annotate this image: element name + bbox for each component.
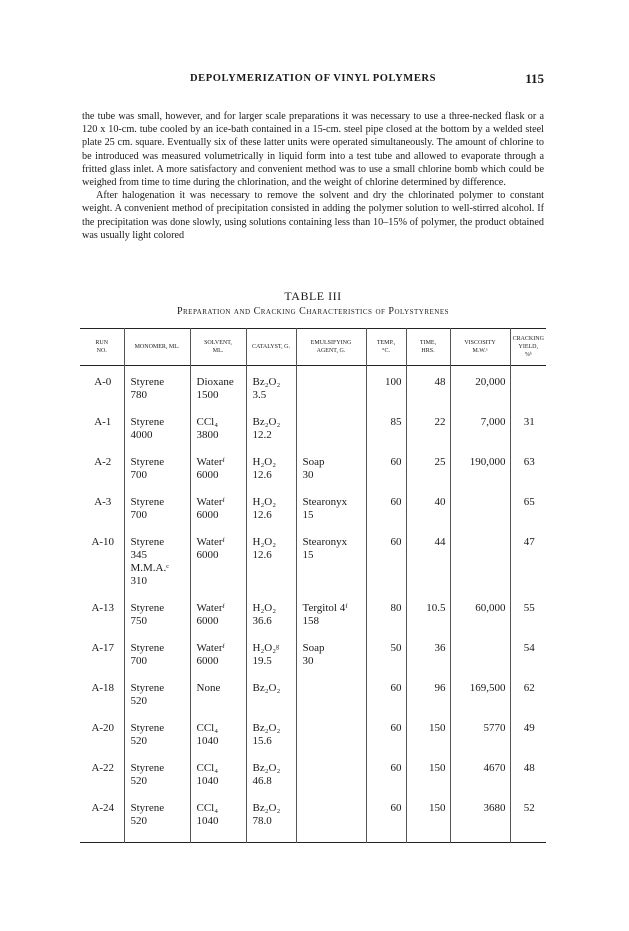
cell-line: H₂O₂ xyxy=(252,602,277,614)
cell-line: Styrene xyxy=(130,456,165,468)
cell-line: 15.6 xyxy=(252,735,272,747)
cell-emulsifying xyxy=(296,802,366,843)
cell-line: 780 xyxy=(130,389,147,401)
header-text: EMULSIFYING xyxy=(310,340,352,346)
table-caption: Preparation and Cracking Characteristics of Polystyrenes xyxy=(176,306,450,317)
cell-monomer xyxy=(124,496,190,536)
cell-run: A-0 xyxy=(94,376,112,388)
table-row xyxy=(80,366,546,417)
cell-line: Soap xyxy=(302,642,325,654)
cell-solvent xyxy=(190,456,246,496)
cell-solvent xyxy=(190,722,246,762)
cell-line: 158 xyxy=(302,615,319,627)
table-number: TABLE III xyxy=(284,289,342,303)
table-row xyxy=(80,642,546,682)
header-text: VISCOSITY xyxy=(464,340,496,346)
col-header-monomer xyxy=(124,329,190,366)
cell-viscosity xyxy=(450,642,510,682)
cell-line: H₂O₂ xyxy=(252,536,277,548)
cell-line: Bz₂O₂ xyxy=(252,376,281,388)
cell-line: Waterᶠ xyxy=(196,496,225,508)
cell-monomer xyxy=(124,456,190,496)
cell-viscosity: 5770 xyxy=(450,722,510,762)
cell-run: A-22 xyxy=(91,762,115,774)
cell-temp: 80 xyxy=(366,602,406,642)
cell-line: Soap xyxy=(302,456,325,468)
cell-catalyst xyxy=(246,762,296,802)
table-row xyxy=(80,802,546,843)
cell-line: Waterᶠ xyxy=(196,536,225,548)
table-header-row xyxy=(80,329,546,366)
cell-temp: 60 xyxy=(366,682,406,722)
cell-viscosity: 4670 xyxy=(450,762,510,802)
cell-line: Stearonyx xyxy=(302,496,348,508)
cell-line: Styrene xyxy=(130,722,165,734)
cell-line: 310 xyxy=(130,575,147,587)
cell-line: Styrene xyxy=(130,802,165,814)
cell-emulsifying xyxy=(296,456,366,496)
cell-line: 6000 xyxy=(196,615,219,627)
cell-monomer xyxy=(124,536,190,602)
cell-emulsifying xyxy=(296,366,366,417)
header-text: %ᵇ xyxy=(524,352,532,358)
cell-line: 3.5 xyxy=(252,389,267,401)
cell-line: 750 xyxy=(130,615,147,627)
header-text: SOLVENT, xyxy=(204,340,232,346)
cell-emulsifying xyxy=(296,536,366,602)
header-text: MONOMER, ML. xyxy=(134,344,180,350)
header-text: ML. xyxy=(212,348,224,354)
cell-line: 1040 xyxy=(196,735,219,747)
cell-line: Styrene xyxy=(130,416,165,428)
header-text: RUN xyxy=(95,340,109,346)
col-header-temp xyxy=(366,329,406,366)
cell-catalyst xyxy=(246,722,296,762)
col-header-viscosity xyxy=(450,329,510,366)
cell-line: 1040 xyxy=(196,815,219,827)
cell-catalyst xyxy=(246,642,296,682)
cell-yield: 47 xyxy=(510,536,546,602)
cell-line: 15 xyxy=(302,509,314,521)
cell-viscosity: 3680 xyxy=(450,802,510,843)
cell-run: A-2 xyxy=(94,456,112,468)
cell-temp: 60 xyxy=(366,536,406,602)
cell-monomer xyxy=(124,366,190,417)
table-row xyxy=(80,762,546,802)
cell-catalyst xyxy=(246,416,296,456)
cell-line: Dioxane xyxy=(196,376,234,388)
cell-line: H₂O₂ xyxy=(252,496,277,508)
header-text: °C. xyxy=(382,348,390,354)
cell-run: A-1 xyxy=(94,416,112,428)
cell-yield: 54 xyxy=(510,642,546,682)
cell-time: 48 xyxy=(406,366,450,417)
cell-yield: 31 xyxy=(510,416,546,456)
header-text: AGENT, G. xyxy=(316,348,346,354)
cell-line: 36.6 xyxy=(252,615,272,627)
cell-line: 4000 xyxy=(130,429,153,441)
cell-emulsifying xyxy=(296,682,366,722)
cell-viscosity: 7,000 xyxy=(450,416,510,456)
cell-catalyst xyxy=(246,496,296,536)
header-text: NO. xyxy=(96,348,107,354)
cell-line: 12.6 xyxy=(252,509,272,521)
cell-line: 520 xyxy=(130,695,147,707)
cell-solvent xyxy=(190,496,246,536)
cell-line: Bz₂O₂ xyxy=(252,802,281,814)
cell-line: Styrene xyxy=(130,376,165,388)
cell-temp: 100 xyxy=(366,366,406,417)
cell-line: 345 xyxy=(130,549,147,561)
cell-line: 700 xyxy=(130,509,147,521)
cell-line: CCl₄ xyxy=(196,762,219,774)
cell-line: 30 xyxy=(302,469,314,481)
header-text: CATALYST, G. xyxy=(252,344,290,350)
cell-line: None xyxy=(196,682,221,694)
col-header-yield xyxy=(510,329,546,366)
cell-time: 150 xyxy=(406,762,450,802)
cell-line: CCl₄ xyxy=(196,722,219,734)
cell-emulsifying xyxy=(296,762,366,802)
cell-time: 44 xyxy=(406,536,450,602)
cell-temp: 60 xyxy=(366,762,406,802)
cell-line: 12.6 xyxy=(252,469,272,481)
cell-viscosity: 60,000 xyxy=(450,602,510,642)
cell-monomer xyxy=(124,722,190,762)
cell-yield: 55 xyxy=(510,602,546,642)
cell-solvent xyxy=(190,762,246,802)
cell-time: 150 xyxy=(406,722,450,762)
body-text xyxy=(82,110,544,242)
cell-run: A-13 xyxy=(91,602,115,614)
cell-viscosity xyxy=(450,536,510,602)
cell-line: 19.5 xyxy=(252,655,272,667)
cell-line: 46.8 xyxy=(252,775,272,787)
cell-line: 3800 xyxy=(196,429,219,441)
cell-emulsifying xyxy=(296,416,366,456)
cell-line: 78.0 xyxy=(252,815,272,827)
cell-monomer xyxy=(124,602,190,642)
cell-temp: 60 xyxy=(366,802,406,843)
cell-line: 1040 xyxy=(196,775,219,787)
cell-solvent xyxy=(190,416,246,456)
header-text: TEMP., xyxy=(376,340,396,346)
cell-line: Styrene xyxy=(130,536,165,548)
cell-line: Styrene xyxy=(130,682,165,694)
cell-line: 1500 xyxy=(196,389,219,401)
col-header-solvent xyxy=(190,329,246,366)
cell-viscosity xyxy=(450,496,510,536)
table-row xyxy=(80,682,546,722)
cell-line: 15 xyxy=(302,549,314,561)
cell-time: 40 xyxy=(406,496,450,536)
cell-run: A-18 xyxy=(91,682,115,694)
cell-monomer xyxy=(124,762,190,802)
data-table xyxy=(80,328,546,843)
cell-line: 700 xyxy=(130,655,147,667)
cell-emulsifying xyxy=(296,602,366,642)
table-row xyxy=(80,722,546,762)
cell-solvent xyxy=(190,642,246,682)
table-row xyxy=(80,416,546,456)
cell-line: Bz₂O₂ xyxy=(252,722,281,734)
cell-solvent xyxy=(190,366,246,417)
cell-line: Waterᶠ xyxy=(196,642,225,654)
cell-viscosity: 169,500 xyxy=(450,682,510,722)
cell-monomer xyxy=(124,642,190,682)
cell-run: A-24 xyxy=(91,802,115,814)
cell-line: Tergitol 4ᶠ xyxy=(302,602,348,614)
cell-line: H₂O₂ᵍ xyxy=(252,642,280,654)
cell-line: 6000 xyxy=(196,655,219,667)
cell-yield: 65 xyxy=(510,496,546,536)
header-text: TIME, xyxy=(419,340,437,346)
cell-monomer xyxy=(124,416,190,456)
cell-yield: 63 xyxy=(510,456,546,496)
cell-temp: 60 xyxy=(366,456,406,496)
cell-yield: 62 xyxy=(510,682,546,722)
table-row xyxy=(80,536,546,602)
cell-line: 12.2 xyxy=(252,429,272,441)
cell-catalyst xyxy=(246,802,296,843)
cell-line: Waterᶠ xyxy=(196,602,225,614)
col-header-catalyst xyxy=(246,329,296,366)
cell-line: 520 xyxy=(130,775,147,787)
cell-catalyst xyxy=(246,602,296,642)
header-text: HRS. xyxy=(421,348,435,354)
cell-emulsifying xyxy=(296,642,366,682)
cell-line: Bz₂O₂ xyxy=(252,682,281,694)
col-header-time xyxy=(406,329,450,366)
cell-line: 6000 xyxy=(196,469,219,481)
cell-viscosity: 190,000 xyxy=(450,456,510,496)
cell-line: 12.6 xyxy=(252,549,272,561)
cell-run: A-10 xyxy=(91,536,115,548)
header-text: CRACKING xyxy=(512,336,544,342)
cell-line: Waterᶠ xyxy=(196,456,225,468)
cell-time: 36 xyxy=(406,642,450,682)
cell-line: 30 xyxy=(302,655,314,667)
cell-monomer xyxy=(124,802,190,843)
cell-time: 22 xyxy=(406,416,450,456)
cell-temp: 60 xyxy=(366,722,406,762)
cell-yield xyxy=(510,366,546,417)
cell-solvent xyxy=(190,802,246,843)
table-row xyxy=(80,496,546,536)
cell-line: Stearonyx xyxy=(302,536,348,548)
cell-time: 96 xyxy=(406,682,450,722)
cell-yield: 49 xyxy=(510,722,546,762)
cell-temp: 50 xyxy=(366,642,406,682)
cell-line: CCl₄ xyxy=(196,802,219,814)
cell-catalyst xyxy=(246,366,296,417)
table-row xyxy=(80,456,546,496)
cell-line: Styrene xyxy=(130,762,165,774)
cell-temp: 85 xyxy=(366,416,406,456)
paragraph: After halogenation it was necessary to remove the solvent and dry the chlorinated polymer to constant weight. A convenient method of precipitation consisted in adding the polymer solution to well-stirred alcohol. If the precipitation was done slowly, using solutions containing less than 10–15% of polymer, the product obtained was usually light colored xyxy=(82,190,544,241)
cell-line: Styrene xyxy=(130,602,165,614)
table-row xyxy=(80,602,546,642)
cell-yield: 48 xyxy=(510,762,546,802)
running-head xyxy=(82,73,544,89)
cell-solvent xyxy=(190,682,246,722)
cell-line: Styrene xyxy=(130,642,165,654)
cell-line: Bz₂O₂ xyxy=(252,762,281,774)
cell-line: 520 xyxy=(130,815,147,827)
cell-temp: 60 xyxy=(366,496,406,536)
col-header-run xyxy=(80,329,124,366)
cell-monomer xyxy=(124,682,190,722)
cell-line: 700 xyxy=(130,469,147,481)
cell-time: 10.5 xyxy=(406,602,450,642)
cell-line: H₂O₂ xyxy=(252,456,277,468)
cell-catalyst xyxy=(246,456,296,496)
paragraph: the tube was small, however, and for larger scale preparations it was necessary to use a three-necked flask or a 120 x 10-cm. tube cooled by an ice-bath contained in a 15-cm. steel pipe closed at the bottom by a welded steel plate 25 cm. square. Eventually six of these latter units were operated simultaneously. The amount of chlorine to be introduced was measured volumetrically in liquid form into a test tube and allowed to evaporate through a fritted glass inlet. A more satisfactory and convenient method was to use a small chlorine bomb which could be weighed from time to time during the chlorination, and the weight of chlorine determined by difference. xyxy=(82,111,544,189)
cell-run: A-20 xyxy=(91,722,115,734)
cell-line: 6000 xyxy=(196,549,219,561)
cell-solvent xyxy=(190,602,246,642)
cell-emulsifying xyxy=(296,722,366,762)
cell-emulsifying xyxy=(296,496,366,536)
cell-time: 150 xyxy=(406,802,450,843)
cell-catalyst xyxy=(246,536,296,602)
cell-line: M.M.A.ᶜ xyxy=(130,562,170,574)
cell-line: Styrene xyxy=(130,496,165,508)
page-number: 115 xyxy=(525,71,544,86)
cell-run: A-17 xyxy=(91,642,115,654)
table-body xyxy=(80,366,546,843)
cell-run: A-3 xyxy=(94,496,112,508)
running-title: DEPOLYMERIZATION OF VINYL POLYMERS xyxy=(189,73,437,84)
cell-yield: 52 xyxy=(510,802,546,843)
cell-line: CCl₄ xyxy=(196,416,219,428)
header-text: YIELD, xyxy=(518,344,538,350)
cell-line: 520 xyxy=(130,735,147,747)
cell-time: 25 xyxy=(406,456,450,496)
cell-line: Bz₂O₂ xyxy=(252,416,281,428)
cell-catalyst xyxy=(246,682,296,722)
cell-solvent xyxy=(190,536,246,602)
header-text: M.W.ᵃ xyxy=(472,348,488,354)
col-header-emulsifying xyxy=(296,329,366,366)
cell-viscosity: 20,000 xyxy=(450,366,510,417)
cell-line: 6000 xyxy=(196,509,219,521)
